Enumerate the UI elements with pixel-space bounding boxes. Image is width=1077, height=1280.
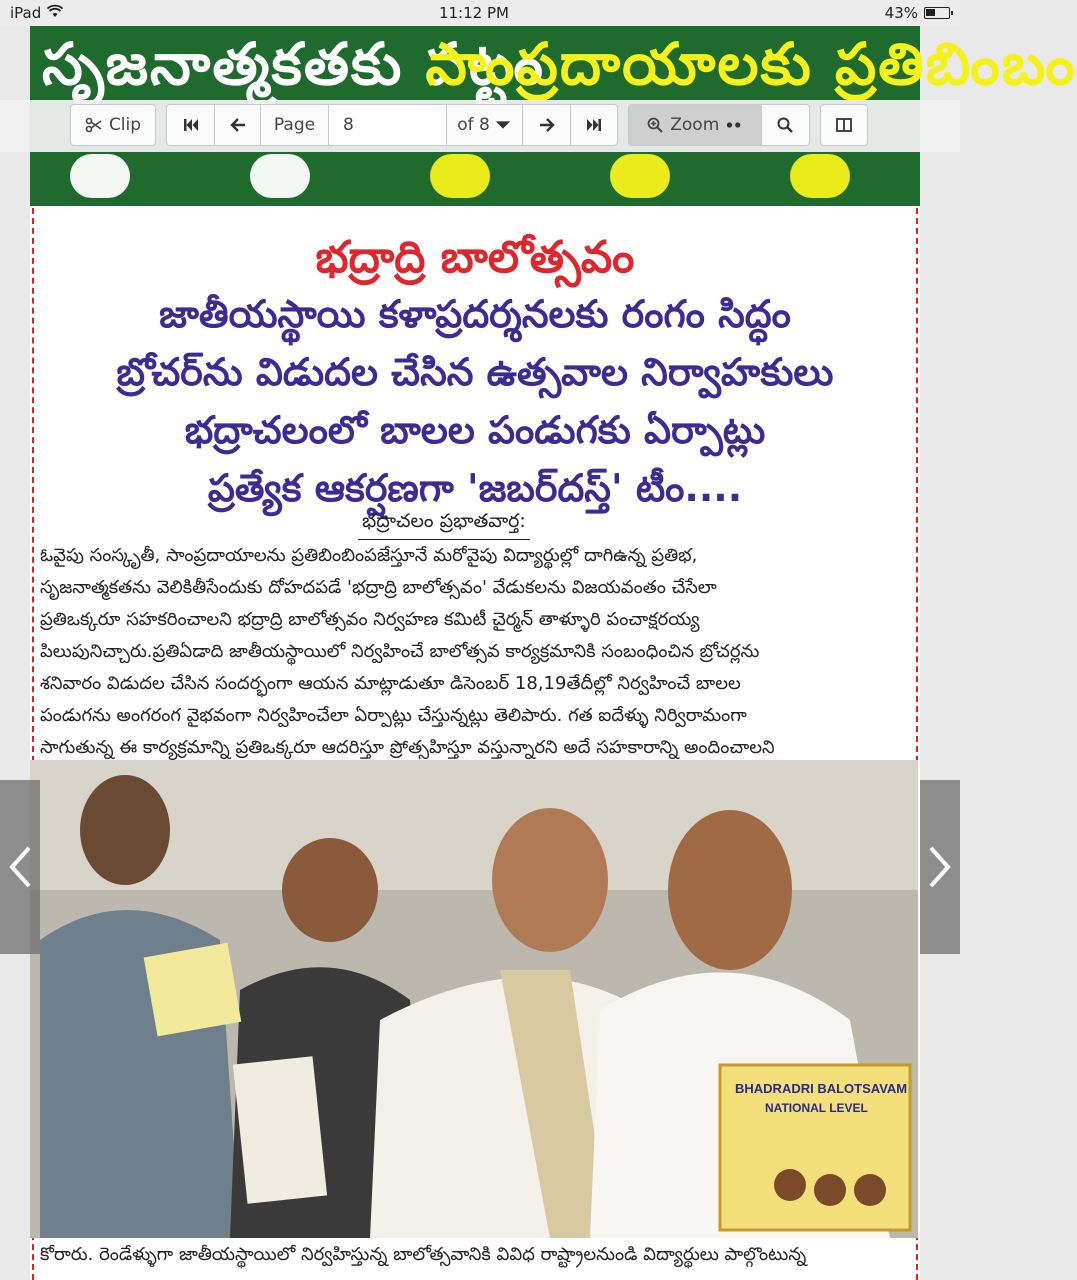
first-page-icon [182, 116, 200, 134]
article-body [40, 540, 912, 764]
clock: 11:12 PM [438, 4, 509, 22]
body-line: సృజనాత్మకతను వెలికితీసేందుకు దోహదపడే 'భద్రాద్రి బాలోత్సవం' వేడుకలను విజయవంతం చేసేలా [40, 577, 717, 598]
page-count-dropdown[interactable] [447, 105, 523, 145]
body-line: శనివారం విడుదల చేసిన సందర్భంగా ఆయన మాట్లాడుతూ డిసెంబర్ 18,19తేదీల్లో నిర్వహించే బాలల [40, 673, 741, 694]
arrow-right-icon [538, 116, 556, 134]
arrow-left-icon [229, 116, 247, 134]
zoom-level-dots-icon [725, 116, 743, 134]
viewer-toolbar [0, 100, 960, 152]
page-navigation-group [166, 104, 618, 146]
scissors-icon [85, 116, 103, 134]
search-icon [776, 116, 794, 134]
body-line: ఓవైపు సంస్కృతీ, సాంప్రదాయాలను ప్రతిబింబింపజేస్తూనే మరోవైపు విద్యార్థుల్లో దాగిఉన్న ప్రతిభ, [40, 545, 698, 566]
two-column-layout-icon [835, 116, 853, 134]
banner-text-right: సాంప్రదాయాలకు ప్రతిబింబం [426, 30, 1077, 98]
page-count-label: of 8 [457, 115, 490, 135]
headline-block [30, 231, 920, 517]
page-label: Page [261, 105, 329, 145]
body-line: పండుగను అంగరంగ వైభవంగా నిర్వహించేలా ఏర్పాట్లు చేస్తున్నట్లు తెలిపారు. గత ఐదేళ్ళు నిర్విరామంగా [40, 705, 747, 726]
zoom-group [628, 104, 810, 146]
previous-button[interactable] [215, 105, 261, 145]
page-number-input[interactable]: 8 [329, 105, 447, 145]
photo-illustration [30, 760, 918, 1238]
device-name: iPad [10, 4, 42, 22]
clip-button[interactable] [70, 104, 156, 146]
zoom-in-icon [646, 116, 664, 134]
body-line: పిలుపునిచ్చారు.ప్రతిఏడాది జాతీయస్థాయిలో నిర్వహించే బాలోత్సవ కార్యక్రమానికి సంబంధించిన బ్రోచర్లను [40, 641, 760, 662]
dateline: భద్రాచలం ప్రభాతవార్త: [358, 510, 530, 540]
search-button[interactable] [762, 105, 809, 145]
body-line: ప్రతిఒక్కరూ సహకరించాలని భద్రాద్రి బాలోత్సవం నిర్వహణ కమిటీ చైర్మన్ తాళ్ళూరి పంచాక్షరయ్య [40, 609, 700, 630]
body-line: సాగుతున్న ఈ కార్యక్రమాన్ని ప్రతిఒక్కరూ ఆదరిస్తూ ప్రోత్సహిస్తూ వస్తున్నారని అదే సహకారాన్ని అందించాలని [40, 737, 775, 758]
previous-page-button[interactable] [0, 780, 40, 954]
status-bar [0, 0, 960, 26]
headline-2: బ్రోచర్‌ను విడుదల చేసిన ఉత్సవాల నిర్వాహకులు [116, 350, 834, 394]
article-continued: కోరారు. రెండేళ్ళుగా జాతీయస్థాయిలో నిర్వహిస్తున్న బాలోత్సవానికి వివిధ రాష్ట్రాలనుండి విద్యార్థులు పాల్గొంటున్న [40, 1244, 807, 1265]
next-page-button[interactable] [920, 780, 960, 954]
banner-lower-strip [30, 146, 920, 206]
caret-down-icon [494, 116, 512, 134]
page-layout-button[interactable] [820, 104, 868, 146]
brochure-title: BHADRADRI BALOTSAVAM [735, 1081, 908, 1096]
headline-4: ప్రత్యేక ఆకర్షణగా 'జబర్‌దస్త్‌' టీం.... [207, 466, 743, 510]
headline-1: జాతీయస్థాయి కళాప్రదర్శనలకు రంగం సిద్ధం [159, 292, 791, 336]
brochure-subtitle: NATIONAL LEVEL [765, 1101, 868, 1115]
chevron-right-icon [927, 844, 953, 890]
clip-label: Clip [108, 115, 142, 135]
kicker-headline: భద్రాద్రి బాలోత్సవం [315, 232, 635, 283]
first-page-button[interactable] [167, 105, 215, 145]
chevron-left-icon [7, 844, 33, 890]
zoom-label: Zoom [670, 115, 720, 135]
wifi-icon [47, 4, 63, 22]
zoom-button[interactable] [629, 105, 762, 145]
battery-percent: 43% [884, 4, 918, 22]
battery-icon [924, 7, 950, 19]
last-page-icon [585, 116, 603, 134]
next-button[interactable] [523, 105, 571, 145]
headline-3: భద్రాచలంలో బాలల పండుగకు ఏర్పాట్లు [184, 408, 766, 452]
news-photo [30, 760, 918, 1238]
last-page-button[interactable] [571, 105, 617, 145]
banner-text-left: సృజనాత్మకతకు పట్టం [42, 30, 545, 98]
